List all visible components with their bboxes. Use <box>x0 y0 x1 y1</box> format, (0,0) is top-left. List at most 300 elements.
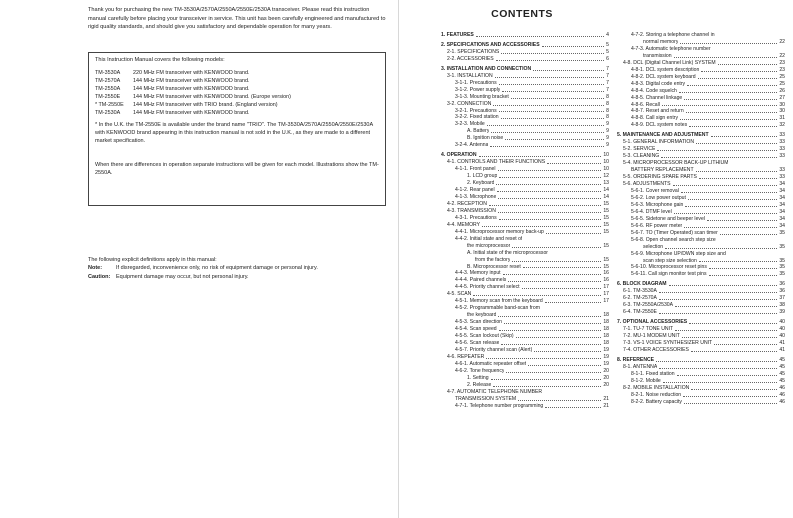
toc-entry[interactable] <box>617 364 785 371</box>
toc-leader-dots <box>714 344 777 345</box>
toc-entry[interactable] <box>441 319 609 326</box>
toc-page-number: 34 <box>779 215 785 222</box>
toc-entry[interactable] <box>617 115 785 122</box>
toc-section-entry[interactable] <box>441 66 609 73</box>
toc-entry-label: B. Microprocessor reset <box>467 263 521 270</box>
toc-page-number: 22 <box>779 38 785 45</box>
toc-page-number: 12 <box>603 173 609 180</box>
toc-page-number: 45 <box>779 356 785 363</box>
toc-entry[interactable] <box>441 291 609 298</box>
toc-section-entry[interactable] <box>617 357 785 364</box>
toc-entry[interactable] <box>441 312 609 319</box>
toc-leader-dots <box>506 372 601 373</box>
toc-section-entry[interactable] <box>617 132 785 139</box>
model-row <box>95 109 291 117</box>
toc-entry[interactable] <box>617 146 785 153</box>
toc-leader-dots <box>684 227 777 228</box>
toc-leader-dots <box>496 60 604 61</box>
toc-entry[interactable] <box>441 215 609 222</box>
toc-page-number: 45 <box>779 370 785 377</box>
toc-entry[interactable] <box>441 56 609 63</box>
toc-entry[interactable] <box>441 264 609 271</box>
toc-entry-label: 1. LCD group <box>467 173 498 180</box>
toc-entry[interactable] <box>441 326 609 333</box>
toc-leader-dots <box>528 365 601 366</box>
toc-entry[interactable] <box>617 188 785 195</box>
toc-entry[interactable] <box>441 87 609 94</box>
toc-entry[interactable] <box>441 80 609 87</box>
toc-page-number: 21 <box>603 402 609 409</box>
toc-leader-dots <box>665 248 777 249</box>
toc-page-number: 23 <box>779 59 785 66</box>
toc-entry[interactable] <box>441 101 609 108</box>
toc-page-number: 7 <box>606 65 609 72</box>
toc-section-entry[interactable] <box>441 32 609 39</box>
toc-entry[interactable] <box>441 333 609 340</box>
toc-entry[interactable] <box>617 167 785 174</box>
toc-page-number: 32 <box>779 122 785 129</box>
toc-page-number: 17 <box>603 284 609 291</box>
toc-leader-dots <box>682 337 777 338</box>
toc-page-number: 45 <box>779 363 785 370</box>
model-desc: 144 MHz FM transceiver with KENWOOD brand. <box>133 110 250 117</box>
toc-entry[interactable] <box>441 340 609 347</box>
toc-leader-dots <box>502 91 604 92</box>
toc-entry[interactable] <box>441 354 609 361</box>
toc-leader-dots <box>476 36 604 37</box>
toc-entry[interactable] <box>441 396 609 403</box>
toc-page-number: 26 <box>779 87 785 94</box>
toc-entry[interactable] <box>441 159 609 166</box>
toc-leader-dots <box>499 111 605 112</box>
uk-brand-note: * In the U.K. the TM-2550E is available under the brand name "TRIO". The TM-3530A/2570A/2550A/2550E/2530A with KENWOOD brand appearing in this instruction manual is not sold in the U.K., as they are made to a different market specification. <box>95 122 373 145</box>
toc-leader-dots <box>498 198 601 199</box>
toc-page-number: 20 <box>603 381 609 388</box>
toc-entry[interactable] <box>617 392 785 399</box>
toc-page-number: 25 <box>779 80 785 87</box>
toc-entry-label: 4-8-5. Channel linkage <box>631 94 683 101</box>
toc-leader-dots <box>498 316 601 317</box>
toc-leader-dots <box>542 46 605 47</box>
model-desc: 144 MHz FM transceiver with TRIO brand. (England version) <box>133 102 278 109</box>
toc-page-number: 18 <box>603 339 609 346</box>
toc-page-number: 33 <box>779 167 785 174</box>
toc-entry[interactable] <box>617 230 785 237</box>
toc-entry-label: 4. OPERATION <box>441 152 477 159</box>
toc-entry[interactable] <box>441 142 609 149</box>
toc-entry-label: 3-1. INSTALLATION <box>447 72 493 79</box>
toc-page-number: 25 <box>779 73 785 80</box>
toc-entry[interactable] <box>441 236 609 243</box>
toc-entry[interactable] <box>617 209 785 216</box>
toc-entry-label: 4-4-2. Initial state and reset of <box>455 235 523 242</box>
toc-entry[interactable] <box>617 237 785 244</box>
model-row <box>95 69 291 77</box>
toc-entry[interactable] <box>617 216 785 223</box>
toc-leader-dots <box>473 295 601 296</box>
toc-entry[interactable] <box>617 340 785 347</box>
toc-section-entry[interactable] <box>617 319 785 326</box>
toc-section-entry[interactable] <box>441 42 609 49</box>
toc-page-number: 35 <box>779 229 785 236</box>
toc-leader-dots <box>499 330 602 331</box>
model-code: * TM-2550E <box>95 102 124 109</box>
toc-page-number: 30 <box>779 108 785 115</box>
toc-page-number: 10 <box>603 152 609 159</box>
toc-leader-dots <box>701 71 777 72</box>
toc-entry[interactable] <box>441 305 609 312</box>
toc-entry[interactable] <box>441 187 609 194</box>
toc-page-number: 19 <box>603 353 609 360</box>
toc-entry[interactable] <box>441 49 609 56</box>
toc-entry-label: 4-2. RECEPTION <box>447 200 487 207</box>
toc-leader-dots <box>501 118 605 119</box>
toc-entry[interactable] <box>617 271 785 278</box>
toc-entry[interactable] <box>617 195 785 202</box>
definition-note <box>88 264 388 272</box>
toc-entry[interactable] <box>617 160 785 167</box>
toc-entry-label: the microprocessor <box>467 242 511 249</box>
toc-entry-label: 4-1-2. Rear panel <box>455 187 495 194</box>
toc-entry[interactable] <box>617 32 785 39</box>
toc-entry[interactable] <box>617 385 785 392</box>
toc-entry[interactable] <box>617 67 785 74</box>
toc-entry-label: 2. Keyboard <box>467 180 495 187</box>
toc-page-number: 33 <box>779 132 785 139</box>
toc-entry-label: 4-5-6. Scan release <box>455 339 500 346</box>
toc-entry[interactable] <box>617 309 785 316</box>
toc-entry[interactable] <box>441 121 609 128</box>
toc-entry[interactable] <box>617 258 785 265</box>
toc-entry[interactable] <box>617 60 785 67</box>
toc-entry-label: 8. REFERENCE <box>617 356 655 363</box>
toc-page-number: 16 <box>603 270 609 277</box>
toc-entry-label: 4-5-5. Scan lockout (Skip) <box>455 333 514 340</box>
toc-entry-label: the keyboard <box>467 312 497 319</box>
toc-page-number: 9 <box>606 142 609 149</box>
toc-entry[interactable] <box>441 135 609 142</box>
toc-section-entry[interactable] <box>441 152 609 159</box>
toc-entry[interactable] <box>441 250 609 257</box>
toc-leader-dots <box>685 206 777 207</box>
toc-entry[interactable] <box>617 46 785 53</box>
models-list <box>95 69 291 118</box>
model-desc: 144 MHz FM transceiver with KENWOOD brand. <box>133 78 250 85</box>
models-box <box>88 52 386 206</box>
toc-leader-dots <box>499 84 605 85</box>
toc-leader-dots <box>659 368 777 369</box>
toc-page-number: 17 <box>603 291 609 298</box>
model-code: TM-2570A <box>95 78 121 85</box>
toc-page-number: 18 <box>603 319 609 326</box>
toc-section-entry[interactable] <box>617 281 785 288</box>
model-code: TM-3530A <box>95 70 121 76</box>
toc-page-number: 17 <box>603 298 609 305</box>
model-row <box>95 101 291 109</box>
toc-leader-dots <box>675 306 777 307</box>
toc-entry-label: 7-4. OTHER ACCESSORIES <box>623 346 689 353</box>
model-desc: 220 MHz FM transceiver with KENWOOD brand. <box>133 70 250 76</box>
toc-entry[interactable] <box>617 244 785 251</box>
toc-entry-label: from the factory <box>475 256 511 263</box>
toc-page-number: 33 <box>779 174 785 181</box>
toc-page-number: 19 <box>603 346 609 353</box>
toc-leader-dots <box>512 261 601 262</box>
toc-leader-dots <box>490 146 604 147</box>
toc-entry[interactable] <box>617 53 785 60</box>
toc-page-number: 33 <box>779 153 785 160</box>
toc-page-number: 15 <box>603 256 609 263</box>
toc-page-number: 35 <box>779 271 785 278</box>
model-desc: 144 MHz FM transceiver with KENWOOD brand. (Europe version) <box>133 94 291 101</box>
toc-entry-label: 4-5-4. Scan speed <box>455 326 497 333</box>
toc-entry-label: 7-2. MU-1 MODEM UNIT <box>623 333 680 340</box>
toc-leader-dots <box>673 185 778 186</box>
toc-leader-dots <box>684 403 777 404</box>
toc-leader-dots <box>496 184 601 185</box>
toc-page-number: 15 <box>603 200 609 207</box>
toc-entry-label: 1. FEATURES <box>441 32 474 38</box>
toc-page-number: 20 <box>603 374 609 381</box>
toc-page-number: 7 <box>606 86 609 93</box>
toc-leader-dots <box>479 156 602 157</box>
toc-entry-label: 4-8-6. Recall <box>631 101 660 108</box>
toc-entry[interactable] <box>441 389 609 396</box>
toc-entry[interactable] <box>441 375 609 382</box>
toc-leader-dots <box>522 288 602 289</box>
toc-entry-label: 4-4-5. Priority channel select <box>455 284 520 291</box>
toc-page-number: 18 <box>603 333 609 340</box>
toc-entry[interactable] <box>441 201 609 208</box>
toc-entry[interactable] <box>441 277 609 284</box>
toc-entry-label: 4-6-2. Tone frequency <box>455 367 505 374</box>
toc-entry[interactable] <box>617 223 785 230</box>
toc-entry[interactable] <box>617 326 785 333</box>
toc-entry-label: 4-8. DCL (Digital Channel Link) SYSTEM <box>623 59 716 66</box>
toc-entry[interactable] <box>617 302 785 309</box>
toc-entry-label: 4-5-1. Memory scan from the keyboard <box>455 298 543 305</box>
toc-leader-dots <box>486 358 601 359</box>
toc-page-number: 15 <box>603 221 609 228</box>
toc-entry[interactable] <box>441 361 609 368</box>
definitions-section <box>88 256 388 281</box>
toc-entry[interactable] <box>617 74 785 81</box>
toc-entry-label: 5-5. ORDERING SPARE PARTS <box>623 174 697 181</box>
toc-leader-dots <box>534 351 601 352</box>
toc-entry[interactable] <box>617 371 785 378</box>
toc-leader-dots <box>491 379 602 380</box>
toc-entry[interactable] <box>617 153 785 160</box>
toc-leader-dots <box>674 57 778 58</box>
toc-leader-dots <box>518 400 601 401</box>
toc-page-number: 34 <box>779 194 785 201</box>
toc-leader-dots <box>675 330 777 331</box>
toc-page-number: 10 <box>603 159 609 166</box>
toc-page-number: 38 <box>779 302 785 309</box>
toc-entry[interactable] <box>617 174 785 181</box>
toc-entry-label: 4-7-3. Automatic telephone number <box>631 45 711 52</box>
toc-leader-dots <box>499 219 602 220</box>
toc-entry[interactable] <box>617 202 785 209</box>
toc-leader-dots <box>696 171 778 172</box>
toc-page-number: 15 <box>603 214 609 221</box>
toc-entry[interactable] <box>617 399 785 406</box>
toc-entry[interactable] <box>441 257 609 264</box>
toc-entry[interactable] <box>617 88 785 95</box>
toc-entry[interactable] <box>441 284 609 291</box>
toc-entry-label: 3-2. CONNECTION <box>447 100 492 107</box>
toc-entry[interactable] <box>617 139 785 146</box>
toc-entry-label: 5-6-8. Open channel search step size <box>631 236 716 243</box>
toc-entry-label: 5-6-7. TO (Timer Operated) scan timer <box>631 229 718 236</box>
toc-entry[interactable] <box>617 181 785 188</box>
toc-page-number: 20 <box>603 367 609 374</box>
toc-entry-label: 3-1-2. Power supply <box>455 86 501 93</box>
toc-entry[interactable] <box>441 368 609 375</box>
toc-page-number: 14 <box>603 193 609 200</box>
toc-entry-label: 7. OPTIONAL ACCESSORIES <box>617 319 688 326</box>
toc-entry-label: 4-5-3. Scan direction <box>455 319 503 326</box>
toc-leader-dots <box>691 389 777 390</box>
toc-entry[interactable] <box>617 264 785 271</box>
toc-page-number: 15 <box>603 228 609 235</box>
toc-page-number: 40 <box>779 333 785 340</box>
toc-entry-label: 4-6. REPEATER <box>447 353 485 360</box>
toc-entry[interactable] <box>441 180 609 187</box>
toc-entry[interactable] <box>441 128 609 135</box>
toc-entry-label: 5-3. CLEANING <box>623 153 660 160</box>
toc-leader-dots <box>659 299 777 300</box>
toc-page-number: 35 <box>779 243 785 250</box>
toc-page-number: 18 <box>603 326 609 333</box>
toc-leader-dots <box>499 177 601 178</box>
toc-page-number: 46 <box>779 398 785 405</box>
toc-entry-label: 6-4. TM-2550E <box>623 309 657 316</box>
toc-leader-dots <box>709 275 778 276</box>
toc-entry[interactable] <box>441 298 609 305</box>
toc-page-number: 23 <box>779 66 785 73</box>
toc-entry[interactable] <box>441 173 609 180</box>
toc-leader-dots <box>498 212 601 213</box>
toc-column-right <box>617 32 785 406</box>
toc-entry[interactable] <box>441 222 609 229</box>
toc-entry-label: B. Ignition noise <box>467 135 504 142</box>
toc-entry[interactable] <box>617 347 785 354</box>
toc-entry[interactable] <box>441 194 609 201</box>
toc-leader-dots <box>674 213 778 214</box>
toc-leader-dots <box>688 199 777 200</box>
toc-page-number: 34 <box>779 222 785 229</box>
toc-page-number: 5 <box>606 41 609 48</box>
toc-entry-label: 3-2-4. Antenna <box>455 142 489 149</box>
toc-entry[interactable] <box>441 114 609 121</box>
toc-entry-label: BATTERY REPLACEMENT <box>631 167 694 174</box>
toc-leader-dots <box>699 178 777 179</box>
toc-page-number: 4 <box>606 32 609 38</box>
toc-entry[interactable] <box>617 39 785 46</box>
toc-leader-dots <box>489 205 601 206</box>
toc-entry-label: TRANSMISSION SYSTEM <box>455 395 517 402</box>
toc-entry[interactable] <box>617 333 785 340</box>
toc-entry[interactable] <box>441 270 609 277</box>
toc-leader-dots <box>709 268 777 269</box>
toc-entry-label: 5-6-11. Call sign monitor test pins <box>631 271 707 278</box>
toc-entry[interactable] <box>617 251 785 258</box>
definitions-intro: The following explicit definitions apply in this manual: <box>88 257 217 263</box>
toc-entry[interactable] <box>617 81 785 88</box>
contents-title: CONTENTS <box>491 8 553 20</box>
toc-entry[interactable] <box>441 243 609 250</box>
toc-page-number: 18 <box>603 312 609 319</box>
definition-caution <box>88 273 388 281</box>
toc-page-number: 45 <box>779 377 785 384</box>
toc-entry[interactable] <box>617 295 785 302</box>
toc-page-number: 6 <box>606 55 609 62</box>
toc-leader-dots <box>691 351 777 352</box>
toc-entry[interactable] <box>441 108 609 115</box>
toc-page-number: 40 <box>779 326 785 333</box>
toc-page-number: 41 <box>779 339 785 346</box>
toc-page-number: 9 <box>606 135 609 142</box>
toc-entry[interactable] <box>441 347 609 354</box>
toc-entry-label: 6-2. TM-2570A <box>623 295 657 302</box>
toc-entry[interactable] <box>617 288 785 295</box>
toc-entry[interactable] <box>441 229 609 236</box>
toc-entry[interactable] <box>441 73 609 80</box>
toc-leader-dots <box>508 281 601 282</box>
toc-entry[interactable] <box>617 378 785 385</box>
toc-leader-dots <box>699 261 778 262</box>
toc-entry[interactable] <box>441 382 609 389</box>
toc-entry-label: 4-8-3. Digital code entry <box>631 80 686 87</box>
definition-term: Caution: <box>88 273 111 280</box>
toc-entry-label: normal memory <box>643 38 679 45</box>
toc-entry[interactable] <box>617 102 785 109</box>
model-row <box>95 93 291 101</box>
toc-entry-label: 4-8-7. Reset and return <box>631 108 684 115</box>
toc-entry[interactable] <box>617 122 785 129</box>
toc-entry-label: 3. INSTALLATION AND CONNECTION <box>441 65 532 72</box>
toc-entry[interactable] <box>441 403 609 410</box>
toc-entry-label: 5-6-10. Microprocessor reset pins <box>631 264 707 271</box>
toc-entry[interactable] <box>617 95 785 102</box>
toc-entry[interactable] <box>441 208 609 215</box>
toc-leader-dots <box>656 361 777 362</box>
toc-leader-dots <box>659 292 777 293</box>
toc-entry-label: 2. Release <box>467 381 492 388</box>
toc-entry[interactable] <box>441 94 609 101</box>
toc-entry-label: 4-3-1. Precautions <box>455 214 497 221</box>
toc-entry-label: 5-6. ADJUSTMENTS <box>623 181 671 188</box>
toc-leader-dots <box>511 98 604 99</box>
toc-entry-label: A. Battery <box>467 128 490 135</box>
toc-entry-label: 8-2. MOBILE INSTALLATION <box>623 384 690 391</box>
toc-page-number: 46 <box>779 384 785 391</box>
toc-page-number: 9 <box>606 128 609 135</box>
toc-leader-dots <box>545 302 602 303</box>
toc-leader-dots <box>659 313 777 314</box>
toc-entry-label: 4-8-2. DCL system keyboard <box>631 73 696 80</box>
toc-leader-dots <box>487 125 604 126</box>
toc-page-number: 15 <box>603 263 609 270</box>
definition-text: Equipment damage may occur, but not personal injury. <box>116 273 249 280</box>
toc-page-number: 34 <box>779 181 785 188</box>
toc-entry-label: 8-1-1. Fixed station <box>631 370 675 377</box>
toc-entry[interactable] <box>617 108 785 115</box>
toc-entry-label: 4-3. TRANSMISSION <box>447 207 496 214</box>
toc-entry-label: 6. BLOCK DIAGRAM <box>617 281 667 288</box>
toc-entry[interactable] <box>441 166 609 173</box>
